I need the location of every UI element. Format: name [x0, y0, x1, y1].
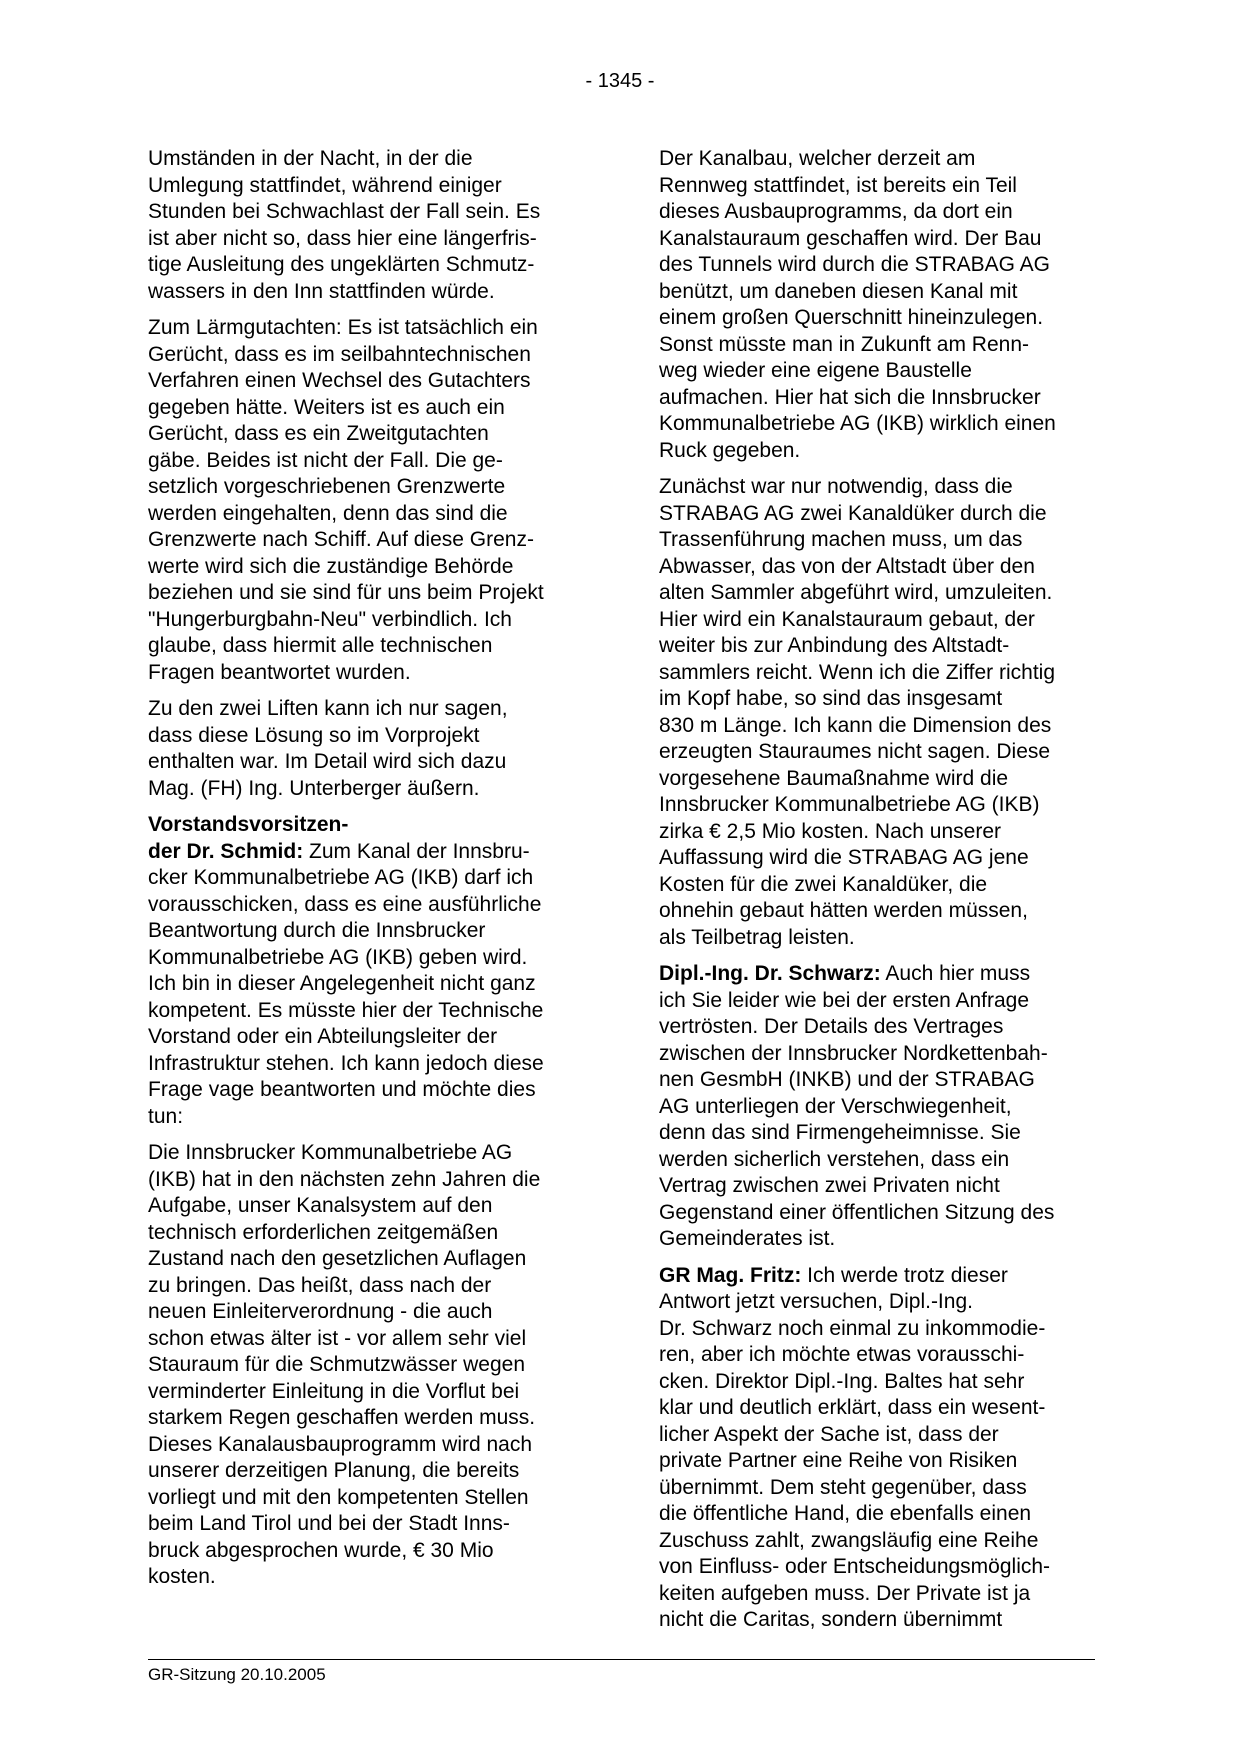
- text-line: [659, 1263, 1099, 1290]
- text-line: Ruck gegeben.: [659, 438, 801, 462]
- text-line: Stunden bei Schwachlast der Fall sein. Es: [148, 200, 541, 223]
- text-line: enthalten war. Im Detail wird sich dazu: [148, 750, 507, 773]
- text-line: AG unterliegen der Verschwiegenheit,: [659, 1094, 1012, 1118]
- text-line: 830 m Länge. Ich kann die Dimension des: [659, 713, 1052, 737]
- text-line: Mag. (FH) Ing. Unterberger äußern.: [148, 776, 480, 800]
- text-line: Abwasser, das von der Altstadt über den: [659, 554, 1035, 578]
- text-line: klar und deutlich erklärt, dass ein wesent-: [659, 1396, 1046, 1419]
- text-line: benützt, um daneben diesen Kanal mit: [659, 279, 1018, 303]
- text-line: Zunächst war nur notwendig, dass die: [659, 475, 1013, 498]
- text-line: ohnehin gebaut hätten werden müssen,: [659, 899, 1028, 922]
- text-line: Gegenstand einer öffentlichen Sitzung des: [659, 1200, 1055, 1224]
- text-line: Hier wird ein Kanalstauraum gebaut, der: [659, 607, 1035, 631]
- text-line: nen GesmbH (INKB) und der STRABAG: [659, 1068, 1035, 1091]
- text-line: Verfahren einen Wechsel des Gutachters: [148, 369, 531, 392]
- paragraph: [148, 315, 588, 686]
- text-line: cker Kommunalbetriebe AG (IKB) darf ich: [148, 866, 534, 889]
- text-line: Rennweg stattfindet, ist bereits ein Teil: [659, 173, 1017, 197]
- text-line: vorausschicken, dass es eine ausführliche: [148, 892, 542, 916]
- text-line: setzlich vorgeschriebenen Grenzwerte: [148, 475, 506, 498]
- text-fragment: Zum Kanal der Innsbru-: [303, 839, 530, 863]
- text-line: ich Sie leider wie bei der ersten Anfrage: [659, 988, 1030, 1012]
- text-line: Gerücht, dass es im seilbahntechnischen: [148, 342, 531, 366]
- text-line: [659, 961, 1099, 988]
- text-line: technisch erforderlichen zeitgemäßen: [148, 1220, 499, 1244]
- text-line: glaube, dass hiermit alle technischen: [148, 634, 493, 657]
- text-line: Sonst müsste man in Zukunft am Renn-: [659, 332, 1029, 356]
- text-line: Antwort jetzt versuchen, Dipl.-Ing.: [659, 1290, 973, 1313]
- left-column: [148, 146, 588, 1601]
- text-line: beziehen und sie sind für uns beim Projekt: [148, 581, 544, 604]
- text-line: neuen Einleiterverordnung - die auch: [148, 1300, 493, 1323]
- text-line: des Tunnels wird durch die STRABAG AG: [659, 253, 1051, 276]
- text-line: weiter bis zur Anbindung des Altstadt-: [659, 634, 1010, 657]
- text-line: Innsbrucker Kommunalbetriebe AG (IKB): [659, 793, 1040, 816]
- speaker-name: GR Mag. Fritz:: [659, 1263, 802, 1287]
- text-line: cken. Direktor Dipl.-Ing. Baltes hat sehr: [659, 1369, 1025, 1393]
- text-line: Beantwortung durch die Innsbrucker: [148, 919, 486, 942]
- text-line: Kommunalbetriebe AG (IKB) geben wird.: [148, 945, 528, 969]
- text-line: Ich bin in dieser Angelegenheit nicht ganz: [148, 972, 536, 995]
- text-line: Umständen in der Nacht, in der die: [148, 147, 473, 170]
- text-line: übernimmt. Dem steht gegenüber, dass: [659, 1475, 1027, 1499]
- text-line: Kanalstauraum geschaffen wird. Der Bau: [659, 226, 1042, 250]
- paragraph: [148, 1140, 588, 1591]
- text-line: dass diese Lösung so im Vorprojekt: [148, 723, 480, 747]
- text-line: vorliegt und mit den kompetenten Stellen: [148, 1485, 529, 1509]
- text-line: tun:: [148, 1104, 184, 1128]
- text-line: Zum Lärmgutachten: Es ist tatsächlich ein: [148, 316, 538, 339]
- text-line: Die Innsbrucker Kommunalbetriebe AG: [148, 1141, 513, 1164]
- text-line: Zuschuss zahlt, zwangsläufig eine Reihe: [659, 1528, 1039, 1552]
- paragraph: [148, 146, 588, 305]
- text-line: Dieses Kanalausbauprogramm wird nach: [148, 1432, 533, 1456]
- text-line: Vorstand oder ein Abteilungsleiter der: [148, 1025, 498, 1048]
- text-line: "Hungerburgbahn-Neu" verbindlich. Ich: [148, 607, 512, 631]
- paragraph: [148, 812, 588, 1130]
- text-line: Vertrag zwischen zwei Privaten nicht: [659, 1174, 1000, 1197]
- text-line: Fragen beantwortet wurden.: [148, 660, 411, 684]
- text-line: [148, 839, 588, 866]
- footer-session-date: GR-Sitzung 20.10.2005: [148, 1665, 326, 1684]
- text-line: licher Aspekt der Sache ist, dass der: [659, 1422, 999, 1446]
- text-line: Aufgabe, unser Kanalsystem auf den: [148, 1194, 493, 1217]
- text-line: starkem Regen geschaffen werden muss.: [148, 1406, 536, 1429]
- text-line: keiten aufgeben muss. Der Private ist ja: [659, 1581, 1031, 1605]
- right-column: [659, 146, 1099, 1644]
- text-line: Infrastruktur stehen. Ich kann jedoch diese: [148, 1051, 544, 1075]
- text-line: Frage vage beantworten und möchte dies: [148, 1078, 536, 1101]
- footer-divider: [148, 1659, 1095, 1660]
- text-line: Stauraum für die Schmutzwässer wegen: [148, 1353, 526, 1376]
- text-line: Der Kanalbau, welcher derzeit am: [659, 147, 976, 170]
- text-line: nicht die Caritas, sondern übernimmt: [659, 1608, 1003, 1631]
- text-line: Kosten für die zwei Kanaldüker, die: [659, 872, 988, 896]
- text-line: Zu den zwei Liften kann ich nur sagen,: [148, 697, 508, 720]
- text-line: zu bringen. Das heißt, dass nach der: [148, 1273, 492, 1297]
- text-line: Umlegung stattfindet, während einiger: [148, 173, 502, 197]
- text-line: Auffassung wird die STRABAG AG jene: [659, 846, 1029, 869]
- text-fragment: Auch hier muss: [880, 962, 1031, 985]
- text-line: Grenzwerte nach Schiff. Auf diese Grenz-: [148, 528, 534, 551]
- text-line: beim Land Tirol und bei der Stadt Inns-: [148, 1512, 510, 1535]
- text-line: die öffentliche Hand, die ebenfalls einen: [659, 1502, 1032, 1525]
- text-line: zirka € 2,5 Mio kosten. Nach unserer: [659, 819, 1001, 843]
- speaker-name: der Dr. Schmid:: [148, 839, 304, 863]
- text-line: im Kopf habe, so sind das insgesamt: [659, 687, 1003, 710]
- text-line: gäbe. Beides ist nicht der Fall. Die ge-: [148, 448, 503, 472]
- text-line: werte wird sich die zuständige Behörde: [148, 554, 514, 578]
- text-line: tige Ausleitung des ungeklärten Schmutz-: [148, 253, 535, 276]
- text-line: erzeugten Stauraumes nicht sagen. Diese: [659, 740, 1051, 763]
- text-line: schon etwas älter ist - vor allem sehr viel: [148, 1326, 527, 1350]
- text-line: wassers in den Inn stattfinden würde.: [148, 279, 495, 303]
- text-line: Zustand nach den gesetzlichen Auflagen: [148, 1247, 527, 1270]
- speaker-name: Dipl.-Ing. Dr. Schwarz:: [659, 962, 881, 985]
- text-line: werden sicherlich verstehen, dass ein: [659, 1147, 1010, 1171]
- paragraph: [659, 1263, 1099, 1634]
- text-line: private Partner eine Reihe von Risiken: [659, 1449, 1018, 1472]
- paragraph: [659, 146, 1099, 464]
- text-line: kompetent. Es müsste hier der Technische: [148, 998, 544, 1022]
- text-line: Gerücht, dass es ein Zweitgutachten: [148, 422, 489, 445]
- text-line: STRABAG AG zwei Kanaldüker durch die: [659, 501, 1047, 525]
- text-line: [148, 812, 588, 839]
- text-line: (IKB) hat in den nächsten zehn Jahren die: [148, 1167, 541, 1191]
- text-line: ren, aber ich möchte etwas vorausschi-: [659, 1343, 1025, 1366]
- text-line: Trassenführung machen muss, um das: [659, 528, 1023, 551]
- text-line: werden eingehalten, denn das sind die: [148, 501, 508, 525]
- text-line: einem großen Querschnitt hineinzulegen.: [659, 306, 1044, 329]
- text-line: weg wieder eine eigene Baustelle: [659, 359, 972, 382]
- speaker-name: Vorstandsvorsitzen-: [148, 813, 349, 836]
- text-line: unserer derzeitigen Planung, die bereits: [148, 1459, 520, 1482]
- text-line: ist aber nicht so, dass hier eine längerfris-: [148, 226, 537, 250]
- text-line: bruck abgesprochen wurde, € 30 Mio: [148, 1538, 494, 1562]
- text-line: als Teilbetrag leisten.: [659, 925, 855, 949]
- text-line: denn das sind Firmengeheimnisse. Sie: [659, 1121, 1021, 1144]
- text-fragment: Ich werde trotz dieser: [801, 1263, 1008, 1287]
- text-line: vertrösten. Der Details des Vertrages: [659, 1015, 1004, 1038]
- paragraph: [148, 696, 588, 802]
- text-line: vorgesehene Baumaßnahme wird die: [659, 766, 1009, 790]
- text-line: kosten.: [148, 1565, 216, 1588]
- text-line: Kommunalbetriebe AG (IKB) wirklich einen: [659, 412, 1056, 435]
- text-line: verminderter Einleitung in die Vorflut bei: [148, 1379, 520, 1403]
- text-line: von Einfluss- oder Entscheidungsmöglich-: [659, 1555, 1051, 1578]
- text-line: Gemeinderates ist.: [659, 1227, 836, 1250]
- text-line: aufmachen. Hier hat sich die Innsbrucker: [659, 385, 1041, 409]
- paragraph: [659, 474, 1099, 951]
- text-line: zwischen der Innsbrucker Nordkettenbah-: [659, 1041, 1048, 1065]
- text-line: sammlers reicht. Wenn ich die Ziffer richtig: [659, 660, 1056, 684]
- text-line: alten Sammler abgeführt wird, umzuleiten.: [659, 581, 1053, 604]
- text-line: gegeben hätte. Weiters ist es auch ein: [148, 395, 505, 419]
- page-number: - 1345 -: [585, 70, 655, 92]
- text-line: Dr. Schwarz noch einmal zu inkommodie-: [659, 1316, 1046, 1340]
- text-line: dieses Ausbauprogramms, da dort ein: [659, 200, 1013, 223]
- paragraph: [659, 961, 1099, 1253]
